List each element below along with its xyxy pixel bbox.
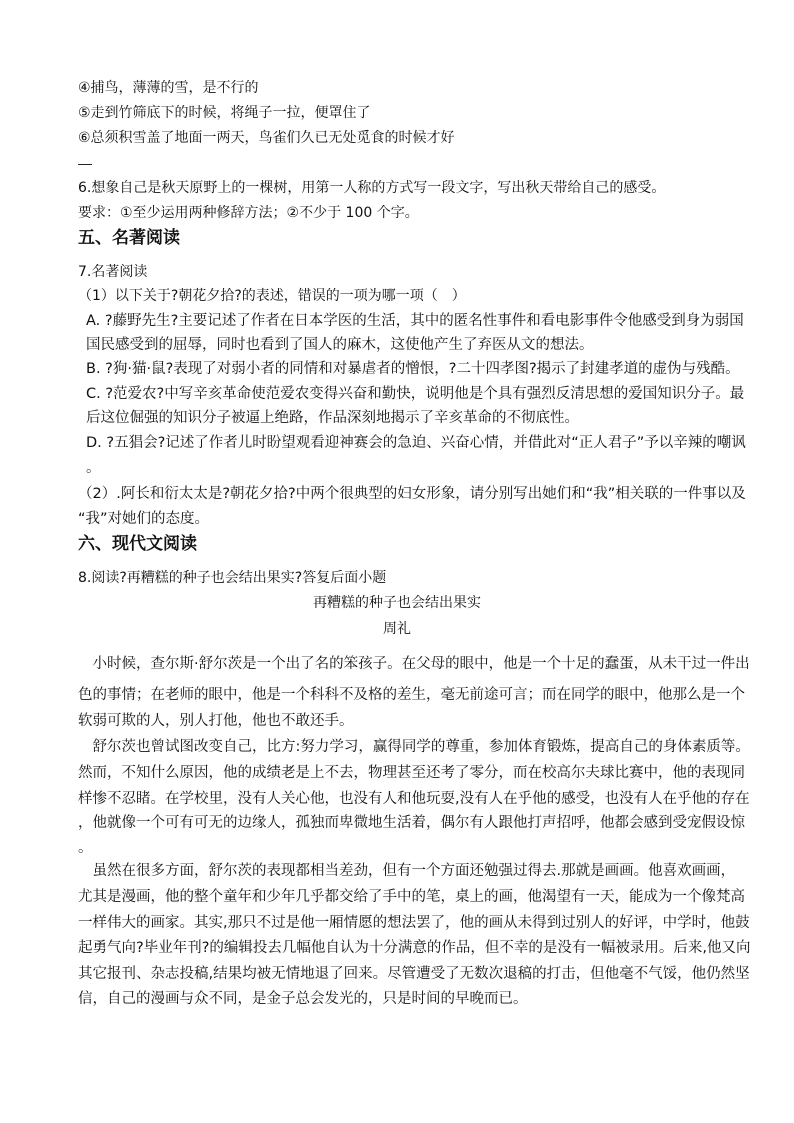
q5-item-6: ⑥总须积雪盖了地面一两天，鸟雀们久已无处觅食的时候才好 <box>78 130 455 146</box>
para2-line5: 。 <box>78 840 93 856</box>
para1-line3: 软弱可欺的人，别人打他，他也不敢还手。 <box>78 713 354 729</box>
q8-intro: 8.阅读?再糟糕的种子也会结出果实?答复后面小题 <box>78 570 387 586</box>
q6-prompt: 6.想象自己是秋天原野上的一棵树，用第一人称的方式写一段文字，写出秋天带给自己的感受。 <box>78 180 666 196</box>
q7-option-c-line1: C. ?范爱农?中写辛亥革命使范爱农变得兴奋和勤快，说明他是个具有强烈反清思想的爱国知识分子。最 <box>86 386 745 402</box>
para2-line4: ，他就像一个可有可无的边缘人，孤独而卑微地生活着，偶尔有人跟他打声招呼，他都会感到受宠假设惊 <box>78 815 745 831</box>
q7-title: 7.名著阅读 <box>78 264 148 280</box>
q7-option-a-line2: 国民感受到的屈辱，同时也看到了国人的麻木，这使他产生了弃医从文的想法。 <box>86 337 594 353</box>
para3-line3: 一样伟大的画家。其实,那只不过是他一厢情愿的想法罢了，他的画从未得到过别人的好评，中学时，他鼓 <box>78 915 750 931</box>
q7-option-a-line1: A. ?藤野先生?主要记述了作者在日本学医的生活，其中的匿名性事件和看电影事件令他感受到身为弱国 <box>86 313 744 329</box>
article-author: 周礼 <box>383 621 411 637</box>
q7-option-b: B. ?狗·猫·鼠?表现了对弱小者的同情和对暴虐者的憎恨，?二十四孝图?揭示了封建孝道的虚伪与残酷。 <box>86 361 740 377</box>
para3-line4: 起勇气向?毕业年刊?的编辑投去几幅他自认为十分满意的作品，但不幸的是没有一幅被录用。后来,他又向 <box>78 940 751 956</box>
section-heading-6: 六、现代文阅读 <box>78 534 197 554</box>
q7-option-d-line2: 。 <box>86 460 101 476</box>
para1-line1: 小时候，查尔斯·舒尔茨是一个出了名的笨孩子。在父母的眼中，他是一个十足的蠢蛋，从未干过一件出 <box>78 656 750 672</box>
q5-item-5: ⑤走到竹筛底下的时候，将绳子一拉，便罩住了 <box>78 105 371 121</box>
section-heading-5: 五、名著阅读 <box>78 228 180 248</box>
article-title: 再糟糕的种子也会结出果实 <box>313 595 481 611</box>
q5-item-4: ④捕鸟，薄薄的雪，是不行的 <box>78 80 259 96</box>
para1-line2: 色的事情；在老师的眼中，他是一个科科不及格的差生，毫无前途可言；而在同学的眼中，他那么是一个 <box>78 687 745 703</box>
para3-line6: 信，自己的漫画与众不同，是金子总会发光的，只是时间的早晚而已。 <box>78 991 528 1007</box>
para2-line3: 样惨不忍睹。在学校里，没有人关心他，也没有人和他玩耍,没有人在乎他的感受，也没有人在乎他的存在 <box>78 791 750 807</box>
para3-line1: 虽然在很多方面，舒尔茨的表现都相当差劲，但有一个方面还勉强过得去.那就是画画。他喜欢画画， <box>78 863 736 879</box>
answer-blank-line <box>78 164 92 165</box>
para3-line2: 尤其是漫画，他的整个童年和少年几乎都交给了手中的笔，桌上的画，他渴望有一天，能成为一个像梵高 <box>78 889 745 905</box>
q7-part2-line2: “我”对她们的态度。 <box>78 511 210 527</box>
para2-line1: 舒尔茨也曾试图改变自己，比方:努力学习，赢得同学的尊重，参加体育锻炼，提高自己的身体素质等。 <box>78 739 750 755</box>
q7-part2-line1: （2）.阿长和衍太太是?朝花夕拾?中两个很典型的妇女形象，请分别写出她们和“我”相关联的一件事以及 <box>78 486 746 502</box>
q6-requirements: 要求：①至少运用两种修辞方法；②不少于 100 个字。 <box>78 205 419 221</box>
q7-part1: （1）以下关于?朝花夕拾?的表述，错误的一项为哪一项（ ） <box>78 288 466 304</box>
q7-option-c-line2: 后这位倔强的知识分子被逼上绝路，作品深刻地揭示了辛亥革命的不彻底性。 <box>86 410 579 426</box>
para2-line2: 然而，不知什么原因，他的成绩老是上不去，物理甚至还考了零分，而在校高尔夫球比赛中，他的表现同 <box>78 765 745 781</box>
para3-line5: 其它报刊、杂志投稿,结果均被无情地退了回来。尽管遭受了无数次退稿的打击，但他毫不气馁，他仍然坚 <box>78 966 750 982</box>
q7-option-d-line1: D. ?五猖会?记述了作者儿时盼望观看迎神赛会的急迫、兴奋心情，并借此对“正人君子”予以辛辣的嘲讽 <box>86 435 746 451</box>
